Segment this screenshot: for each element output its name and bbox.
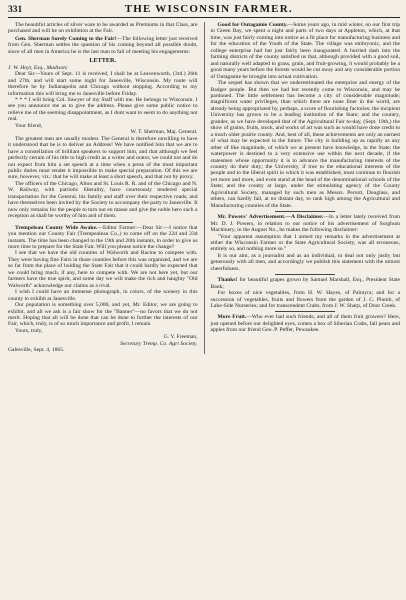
- trempeleau-paragraph-2: I wish I could have an immense photograph, in colors, of the scenery in this county to exhibit at Janesville.: [8, 289, 198, 302]
- masthead-title: THE WISCONSIN FARMER.: [124, 3, 293, 15]
- trempeleau-paragraph-1: I see that we have the old counties of Walworth and Racine to compete with. They were having fine Fairs in those counties before this was organized, and we are so far from the place of holding the State Fair that it could hardly be expected that we could bring much, if any, here to compete with. We are not here yet, but our farmers have the true spirit, and some day we will make the rich and haughty "Old Walworth" acknowledge our claims as a rival.: [8, 250, 198, 289]
- thanks-heading: Thanks!: [217, 277, 238, 284]
- article-more-fruit: [211, 314, 401, 333]
- divider: [275, 274, 335, 275]
- letter-paragraph-1: Dear Sir—Yours of Sept. 11 is received, I shall be at Leavenworth, (3rd.) 26th and 27th, and will start some night for Janesville, Wisconsin. My route will therefore be by Indianapolis and Chicago without stopping. According to my information this will bring me to Janesville before Friday.: [8, 71, 198, 97]
- outagamie-paragraph-1: —Some years ago, in mid winter, on our first trip to Green Bay, we spent a night and parts of two days at Appleton, which, at that time, was just fairly coming into notice as a fit place for manufacturing business and for the education of the Youth of the State. The village was embryonic, and the college enterprise had but just fairly been inaugurated. A hurried dash into the farming districts of the county satisfied us that, although provided with a good soil, and naturally well adapted to grass, grain, and fruit-growing, it would probably be a good many years before the forests would be cut away and any considerable portion of Outagamie be brought into actual cultivation.: [210, 22, 400, 80]
- trempeleau-signature: G. Y. Freeman,: [163, 334, 198, 341]
- trempeleau-heading: Trempeleau County Wide Awake.: [15, 224, 98, 231]
- article-outagamie: [211, 22, 401, 209]
- letter-paragraph-2: * * * I will bring Col. Sawyer of my Staff with me. He belongs to Wisconsin. I see you announce me as to give the address. Please give some public notice to relieve me of the seeming disappointment, as I dont want to seem to do anything not real.: [8, 97, 198, 123]
- article-sherman: [8, 36, 198, 220]
- right-column: [211, 22, 401, 354]
- divider: [275, 311, 335, 312]
- page-number: 331: [8, 5, 23, 15]
- powers-paragraph-2: It is our aim, as a journalist and as an individual, to deal not only justly but generously with all men, and accordingly we publish this statement with the utmost cheerfulness.: [210, 252, 400, 272]
- divider: [73, 222, 133, 223]
- powers-quote: "Your apparent assumption that I aimed my remarks in the advertisement at either the Wisconsin Farmer or the State Agricultural Society, was all erroneous, entirely so, and nothing more so.": [210, 233, 400, 253]
- more-fruit-heading: More Fruit.: [217, 314, 247, 321]
- silver-ware-note: The beautiful articles of silver ware to be awarded as Premiums in that Class, are purchased and will be on exhibition at the Fair.: [8, 22, 198, 35]
- left-column: [8, 22, 198, 354]
- sherman-paragraph-3: The greatest men are usually modest. The General is therefore unwilling to have it understood that he is to deliver an Address! We have notified him that we are to have a constellation of brilliant speakers to support him, and that although we feel perfectly certain of his title to high credit as a writer and orator, we could not and do not expect from him a set speech at a time when a press of the most important public duties must render it impossible to make special preparation. Of this we are sure, however, viz.: that he will make at least a short speech, and that not by proxy.: [8, 135, 198, 181]
- columns: [8, 22, 400, 354]
- sherman-paragraph-4: The officers of the Chicago, Alton and St. Louis R. R. and of the Chicago and N. W. Railway, with patriotic liberality, have courteously tendered special transportation for the General, his family and staff over their respective roads, and have themselves been invited by the Society to accompany the party to Janesville. It now only remains for the people to turn out en masse and give the noble hero such a reception as shall be worthy of him and of them.: [8, 180, 198, 220]
- powers-paragraph-1: —In a letter lately received from Mr. D. J. Powers, in relation to our notice of his advertisement of Sorghum Machinery, in the August No., he makes the following disclaimer:: [210, 214, 400, 234]
- more-fruit-paragraph-1: —Who ever had such friends, and all of them fruit growers? Here, just opened before our delighted eyes, comes a box of Siberian Crabs, fall pears and apples from our friend Geo. P. Peffer, Pewaukee.: [210, 314, 400, 334]
- thanks-paragraph-1: for beautiful grapes grown by Samuel Marshall, Esq., President State Bank;: [210, 277, 400, 290]
- trempeleau-closing: Yours, truly,: [15, 327, 43, 334]
- letter-address: J. W. Hoyt, Esq., Madison;: [8, 64, 68, 71]
- page-header: [8, 3, 400, 18]
- trempeleau-signature-title: Secretary Tremp. Co. Agri Society.: [120, 340, 198, 347]
- letter-closing: Your friend,: [15, 122, 43, 129]
- column-rule: [204, 22, 205, 354]
- letter-signature: W. T. Sherman, Maj. General.: [130, 129, 198, 136]
- article-trempeleau: [8, 225, 198, 354]
- sherman-intro: —The following letter just received from Gen. Sherman settles the question of his coming beyond all possible doubt, since of all men in America he is the last man to fail of meeting his engagements:: [8, 35, 198, 55]
- trempeleau-paragraph-3: Our population is something over 5,000, and yet, Mr. Editor, we are going to exhibit, and all we ask is a fair show for the "Banner"—no favors that we do not merit. Hoping that all will be done that can be done to further the interests of our Fair, which, truly, is of so much importance and profit, I remain: [8, 302, 198, 328]
- sherman-heading: Gen. Sherman Surely Coming to the Fair!: [15, 35, 117, 42]
- outagamie-heading: Good for Outagamie County.: [217, 22, 288, 28]
- article-powers: [211, 214, 401, 272]
- outagamie-paragraph-2: The sequel has shown that we underestimated the enterprise and energy of the Badger people. But then we had but recently come to Wisconsin, and may be pardoned. The little settlement has become a city of considerable magnitude; magnificent water privileges, than which there are none finer in the world, are already being appropriated by, perhaps, a score of flourishing factories; the incipient University has grown to be a leading institution of the State; and the country, grander, as we have developed that of the Agricultural Fair to-day, (Sept. 19th,) the show of grains, fruits, stock, and works of art was such as would have done credit to a much older prairie county. And, best of all, these achievements are only an earnest of what may be expected in the future. The city is building up as rapidly as any other of like magnitude, of which we at present have knowledge, in the State; the waterpower is destined to a very extensive use within the next decade, if the statesmen whose opportunity it is to advance the manufacturing interests of the country do their duty; the University, if true to the educational interests of the people and to the liberal spirit in which it was established, must continue to flourish yet more and more, and even stand at the head of the denominational schools of the State; and the county at large, under the stimulating agency of the County Agricultural Society, managed by such men as Messrs. Perrott, Douglass, and others, can hardly fail, at no distant day, to rank high among the Agricultural and Manufacturing counties of the State.: [210, 80, 400, 209]
- powers-heading: Mr. Powers' Advertisement.—A Disclaimer.: [217, 214, 324, 221]
- thanks-paragraph-2: For boxes of nice vegetables, from H. W. Hayes, of Palmyra; and for a succession of vegetables, fruits and flowers from the garden of J. C. Plumb, of Lake-Side Nurseries; and for transcendent Crabs, from J. W. Sharp, of Door Creek.: [210, 290, 400, 310]
- divider: [275, 211, 335, 212]
- letter-label: LETTER.: [89, 56, 117, 64]
- article-thanks: [211, 277, 401, 309]
- trempeleau-dateline: Galesville, Sept. 4, 1865.: [8, 347, 65, 354]
- trempeleau-intro: —Editor Farmer:—Dear Sir:—I notice that you mention our County Fair (Trempealeau Co.,) to come off on the 22d and 23d instants. The time has been changed to the 19th and 20th instants, in order to give us more time to prepare for the State Fair. Will you please notice the change?: [8, 224, 198, 250]
